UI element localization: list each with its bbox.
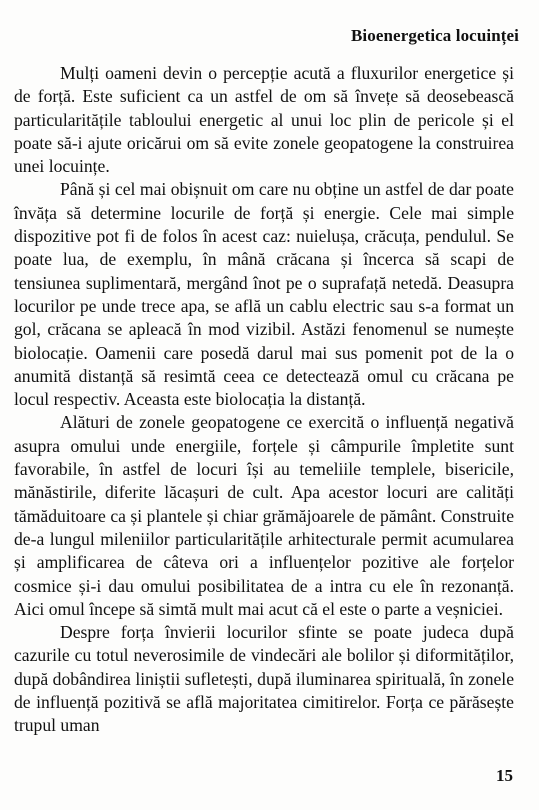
running-header: Bioenergetica locuinței (350, 26, 519, 45)
paragraph: Despre forța învierii locurilor sfinte se poate judeca după cazurile cu totul neverosimile de vindecări ale bolilor și diformităților, după dobândirea liniștii sufletești, după iluminarea spirituală, în zonele de influență pozitivă se află majoritatea cimitirelor. Forța ce părăsește trupul uman (14, 622, 514, 736)
paragraph: Mulți oameni devin o percepție acută a fluxurilor energetice și de forță. Este suficient ca un astfel de om să învețe să deosebească particularitățile tabloului energetic al unui loc plin de pericole și el poate să-i ajute oricărui om să evite zonele geopatogene la construirea unei locuințe. (14, 63, 514, 177)
paragraph: Alături de zonele geopatogene ce exercită o influență negativă asupra omului unde energiile, forțele și câmpurile împletite sunt favorabile, în astfel de locuri își au temeliile templele, bisericile, mănăstirile, diferite lăcașuri de cult. Apa acestor locuri are calități tămăduitoare ca și plantele și chiar grămăjoarele de pământ. Construite de-a lungul mileniilor particularitățile arhitecturale permit acumularea și amplificarea de câteva ori a influențelor pozitive ale forțelor cosmice și-i dau omului posibilitatea de a intra cu ele în rezonanță. Aici omul începe să simtă mult mai acut că el este o parte a veșniciei. (14, 412, 514, 619)
body-text (14, 62, 514, 738)
page-number: 15 (496, 766, 513, 785)
paragraph: Până și cel mai obișnuit om care nu obține un astfel de dar poate învăța să determine locurile de forță și energie. Cele mai simple dispozitive pot fi de folos în acest caz: nuielușa, crăcuța, pendulul. Se poate lua, de exemplu, în mână crăcana și încerca să scapi de tensiunea suplimentară, mergând înot pe o suprafață netedă. Deasupra locurilor pe unde trece apa, se află un cablu electric sau s-a format un gol, crăcana se apleacă în mod vizibil. Astăzi fenomenul se numește biolocație. Oamenii care posedă darul mai sus pomenit pot de la o anumită distanță să resimtă ceea ce detectează omul cu crăcana pe locul respectiv. Aceasta este biolocația la distanță. (14, 179, 514, 410)
